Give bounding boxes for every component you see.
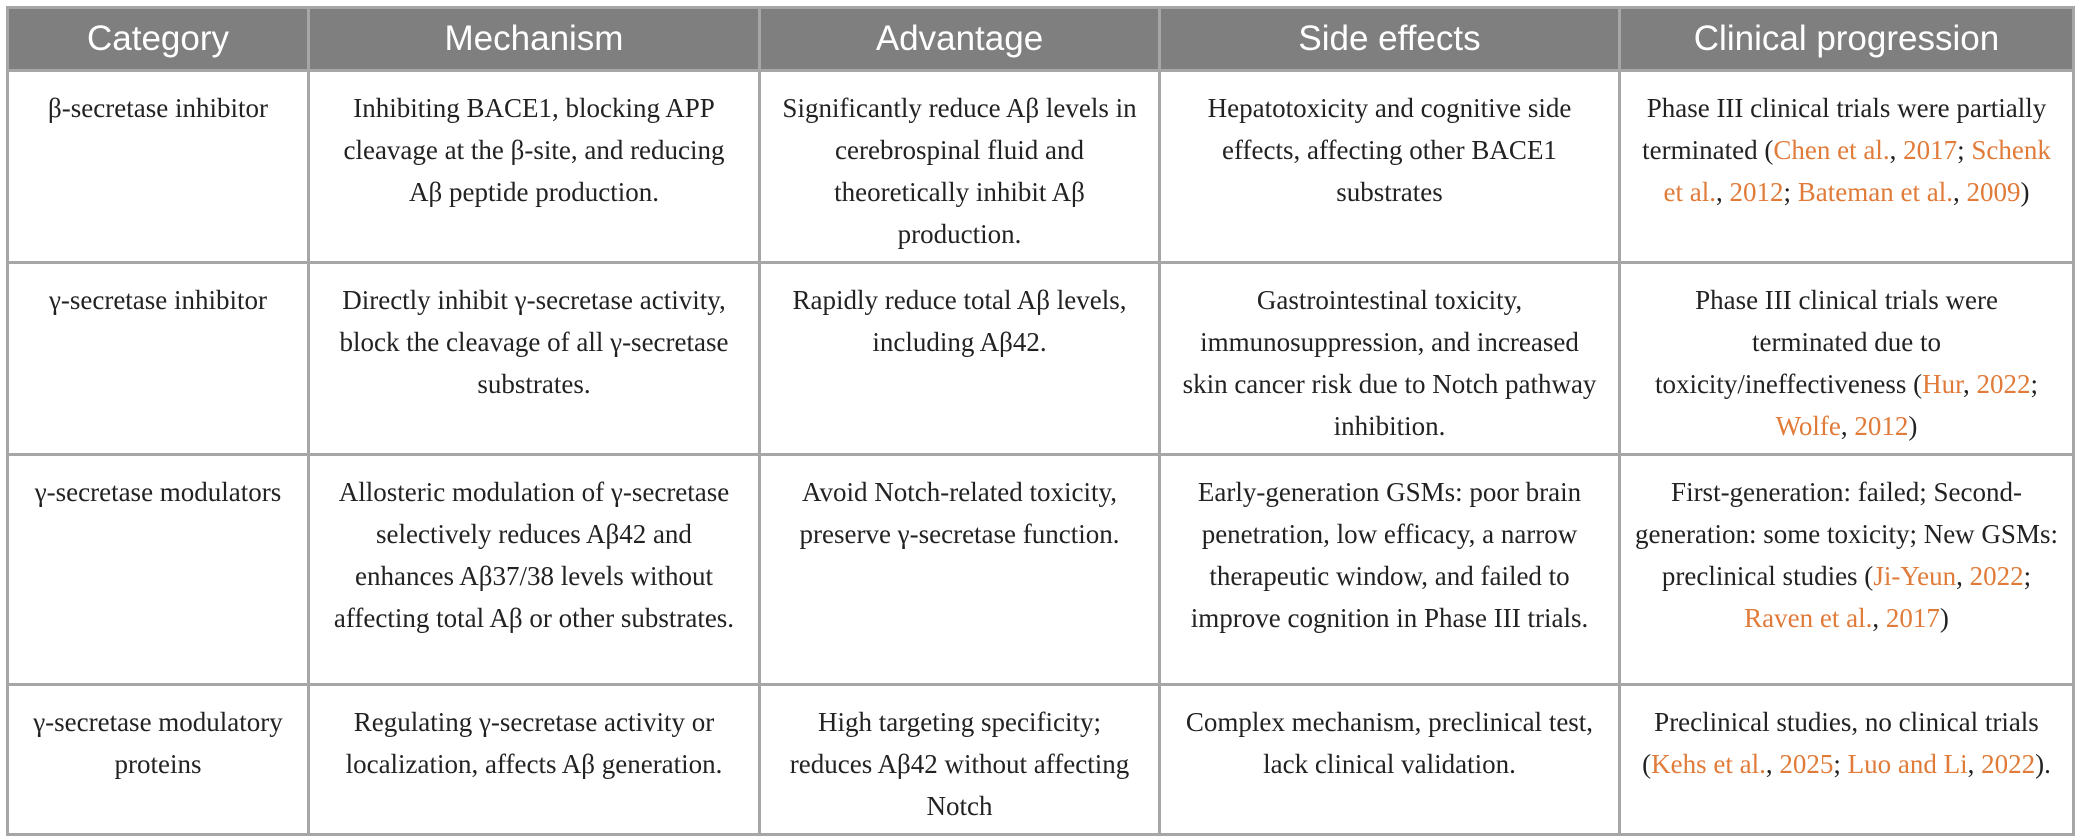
header-clinical-progression: Clinical progression (1620, 8, 2074, 71)
citation-link[interactable]: Hur (1922, 369, 1964, 399)
cell-advantage: High targeting specificity; reduces Aβ42 without affecting Notch (760, 685, 1160, 835)
clinical-text: Phase III clinical trials were partially terminated ( (1642, 93, 2047, 165)
citation-year-link[interactable]: 2017 (1885, 603, 1940, 633)
cell-clinical-progression (1620, 263, 2074, 455)
table-row (8, 71, 2074, 263)
clinical-text: , (1889, 135, 1904, 165)
clinical-text: Preclinical studies, no clinical trials ( (1642, 707, 2039, 779)
citation-link[interactable]: Wolfe (1775, 411, 1841, 441)
table-row (8, 685, 2074, 835)
clinical-text: Phase III clinical trials were terminated due to toxicity/ineffectiveness ( (1654, 285, 1998, 399)
cell-mechanism: Allosteric modulation of γ-secretase selectively reduces Aβ42 and enhances Aβ37/38 levels without affecting total Aβ or other substrates. (309, 455, 760, 685)
citation-link[interactable]: Ji-Yeun (1873, 561, 1957, 591)
clinical-text: , (1872, 603, 1886, 633)
header-row (8, 8, 2074, 71)
citation-year-link[interactable]: 2025 (1779, 749, 1834, 779)
header-category: Category (8, 8, 309, 71)
cell-clinical-progression (1620, 455, 2074, 685)
clinical-text: ). (2035, 749, 2051, 779)
cell-mechanism: Inhibiting BACE1, blocking APP cleavage at the β-site, and reducing Aβ peptide production. (309, 71, 760, 263)
citation-link[interactable]: Chen et al. (1773, 135, 1890, 165)
cell-category: γ-secretase modulators (8, 455, 309, 685)
clinical-text: , (1967, 749, 1982, 779)
clinical-text: ; (1783, 177, 1798, 207)
cell-category: γ-secretase inhibitor (8, 263, 309, 455)
cell-side-effects: Complex mechanism, preclinical test, lack clinical validation. (1160, 685, 1620, 835)
cell-clinical-progression (1620, 71, 2074, 263)
cell-clinical-progression (1620, 685, 2074, 835)
clinical-text: ; (2023, 561, 2032, 591)
clinical-text: First-generation: failed; Second-generation: some toxicity; New GSMs: preclinical studies ( (1635, 477, 2058, 591)
citation-year-link[interactable]: 2017 (1903, 135, 1958, 165)
cell-side-effects: Early-generation GSMs: poor brain penetration, low efficacy, a narrow therapeutic window, and failed to improve cognition in Phase III trials. (1160, 455, 1620, 685)
cell-mechanism: Directly inhibit γ-secretase activity, block the cleavage of all γ-secretase substrates. (309, 263, 760, 455)
citation-year-link[interactable]: 2022 (1981, 749, 2036, 779)
cell-category: γ-secretase modulatory proteins (8, 685, 309, 835)
citation-link[interactable]: Schenk et al. (1663, 135, 2051, 207)
cell-category: β-secretase inhibitor (8, 71, 309, 263)
cell-advantage: Significantly reduce Aβ levels in cerebrospinal fluid and theoretically inhibit Aβ production. (760, 71, 1160, 263)
citation-year-link[interactable]: 2009 (1966, 177, 2021, 207)
clinical-text: ) (2020, 177, 2030, 207)
citation-link[interactable]: Raven et al. (1744, 603, 1873, 633)
clinical-text: , (1956, 561, 1970, 591)
cell-advantage: Rapidly reduce total Aβ levels, including Aβ42. (760, 263, 1160, 455)
cell-advantage: Avoid Notch-related toxicity, preserve γ-secretase function. (760, 455, 1160, 685)
citation-link[interactable]: Luo and Li (1847, 749, 1968, 779)
clinical-text: , (1963, 369, 1977, 399)
drug-comparison-table (6, 6, 2075, 836)
citation-year-link[interactable]: 2022 (1976, 369, 2031, 399)
clinical-text: ; (2030, 369, 2039, 399)
clinical-text: , (1716, 177, 1730, 207)
clinical-text: ) (1939, 603, 1949, 633)
header-mechanism: Mechanism (309, 8, 760, 71)
cell-side-effects: Hepatotoxicity and cognitive side effects, affecting other BACE1 substrates (1160, 71, 1620, 263)
clinical-text: ; (1833, 749, 1848, 779)
clinical-text: ) (1908, 411, 1918, 441)
citation-year-link[interactable]: 2012 (1854, 411, 1909, 441)
header-advantage: Advantage (760, 8, 1160, 71)
cell-mechanism: Regulating γ-secretase activity or localization, affects Aβ generation. (309, 685, 760, 835)
cell-side-effects: Gastrointestinal toxicity, immunosuppression, and increased skin cancer risk due to Notch pathway inhibition. (1160, 263, 1620, 455)
citation-link[interactable]: Kehs et al. (1651, 749, 1766, 779)
citation-link[interactable]: Bateman et al. (1797, 177, 1953, 207)
citation-year-link[interactable]: 2012 (1729, 177, 1784, 207)
clinical-text: , (1840, 411, 1855, 441)
clinical-text: , (1765, 749, 1780, 779)
citation-year-link[interactable]: 2022 (1969, 561, 2024, 591)
clinical-text: , (1952, 177, 1967, 207)
clinical-text: ; (1957, 135, 1972, 165)
table-row (8, 263, 2074, 455)
table-row (8, 455, 2074, 685)
header-side-effects: Side effects (1160, 8, 1620, 71)
